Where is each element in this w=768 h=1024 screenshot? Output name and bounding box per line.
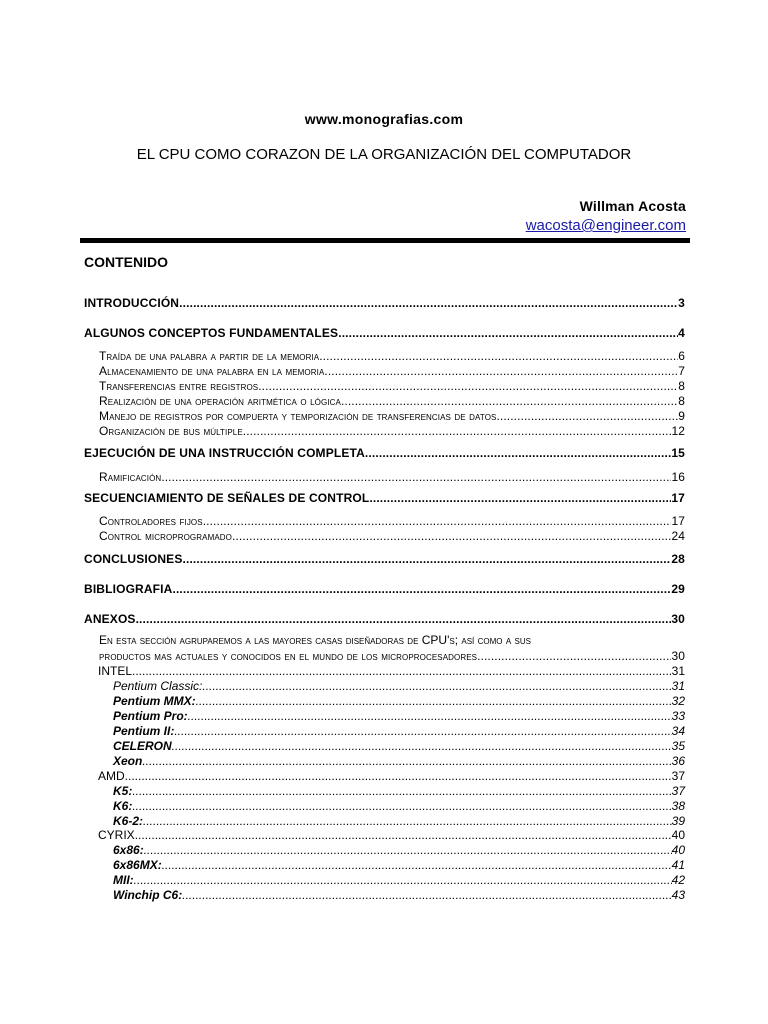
- toc-entry-secuenciamiento[interactable]: [84, 492, 685, 504]
- toc-page: 42: [671, 873, 685, 887]
- toc-leader: [477, 650, 671, 662]
- toc-subentry[interactable]: [99, 410, 685, 422]
- toc-label: Pentium Pro:: [113, 709, 188, 723]
- toc-page: 8: [678, 394, 685, 408]
- toc-leader: [324, 365, 678, 377]
- toc-leader: [135, 829, 672, 841]
- toc-leader: [143, 815, 672, 827]
- toc-label: Pentium II:: [113, 724, 175, 738]
- toc-leader: [125, 770, 672, 782]
- toc-subentry[interactable]: [113, 800, 685, 812]
- toc-label: BIBLIOGRAFIA: [84, 582, 173, 596]
- toc-subentry[interactable]: [99, 650, 685, 662]
- toc-label: Traída de una palabra a partir de la memoria: [99, 349, 320, 363]
- toc-subentry[interactable]: [113, 874, 685, 886]
- toc-subentry[interactable]: [99, 530, 685, 542]
- toc-label: ANEXOS: [84, 612, 136, 626]
- toc-leader: [258, 380, 678, 392]
- author-name: Willman Acosta: [579, 198, 686, 214]
- toc-subentry[interactable]: [99, 395, 685, 407]
- toc-leader: [338, 327, 678, 339]
- toc-subentry[interactable]: [113, 889, 685, 901]
- toc-page: 37: [671, 769, 685, 783]
- toc-subentry[interactable]: [113, 859, 685, 871]
- toc-leader: [136, 613, 672, 625]
- toc-label: ALGUNOS CONCEPTOS FUNDAMENTALES: [84, 326, 339, 340]
- toc-page: 3: [678, 296, 685, 310]
- toc-subentry[interactable]: [113, 725, 685, 737]
- toc-subentry[interactable]: [113, 710, 685, 722]
- toc-page: 24: [671, 529, 685, 543]
- toc-label: AMD: [98, 769, 125, 783]
- toc-leader: [142, 755, 671, 767]
- toc-leader: [182, 889, 671, 901]
- toc-page: 36: [671, 754, 685, 768]
- toc-label: Manejo de registros por compuerta y temporización de transferencias de datos: [99, 409, 497, 423]
- document-title: EL CPU COMO CORAZON DE LA ORGANIZACIÓN DEL COMPUTADOR: [136, 146, 632, 163]
- toc-entry-intel[interactable]: [98, 665, 685, 677]
- toc-leader: [232, 530, 671, 542]
- toc-leader: [132, 665, 672, 677]
- toc-label: Realización de una operación aritmética o lógica: [99, 394, 341, 408]
- toc-subentry[interactable]: [99, 380, 685, 392]
- toc-leader: [188, 710, 672, 722]
- toc-page: 31: [671, 679, 685, 693]
- toc-label: MII:: [113, 873, 134, 887]
- toc-leader: [369, 492, 671, 504]
- toc-entry-conceptos[interactable]: [84, 327, 685, 339]
- toc-leader: [203, 515, 672, 527]
- toc-entry-ejecucion[interactable]: [84, 447, 685, 459]
- toc-subentry[interactable]: [113, 755, 685, 767]
- toc-leader: [172, 583, 671, 595]
- toc-page: 33: [671, 709, 685, 723]
- toc-label: K6-2:: [113, 814, 144, 828]
- toc-subentry[interactable]: [99, 515, 685, 527]
- toc-page: 41: [671, 858, 685, 872]
- toc-label: 6x86MX:: [113, 858, 162, 872]
- toc-subentry[interactable]: [113, 815, 685, 827]
- toc-entry-anexos[interactable]: [84, 613, 685, 625]
- toc-entry-bibliografia[interactable]: [84, 583, 685, 595]
- toc-leader: [196, 695, 672, 707]
- toc-subentry[interactable]: [99, 425, 685, 437]
- toc-label: Ramificación: [99, 470, 162, 484]
- toc-label: Controladores fijos: [99, 514, 203, 528]
- toc-leader: [179, 297, 678, 309]
- header-divider: [80, 238, 690, 243]
- toc-page: 4: [678, 326, 685, 340]
- toc-label: Control microprogramado: [99, 529, 232, 543]
- toc-subentry[interactable]: [113, 844, 685, 856]
- toc-page: 39: [671, 814, 685, 828]
- toc-label: 6x86:: [113, 843, 144, 857]
- toc-entry-amd[interactable]: [98, 770, 685, 782]
- toc-page: 34: [671, 724, 685, 738]
- toc-page: 28: [671, 552, 685, 566]
- toc-leader: [132, 785, 671, 797]
- toc-page: 30: [671, 612, 685, 626]
- toc-page: 9: [678, 409, 685, 423]
- toc-page: 29: [671, 582, 685, 596]
- toc-page: 12: [671, 424, 685, 438]
- toc-leader: [162, 859, 672, 871]
- toc-subentry[interactable]: [113, 740, 685, 752]
- toc-entry-cyrix[interactable]: [98, 829, 685, 841]
- toc-page: 17: [671, 491, 685, 505]
- author-email-link[interactable]: wacosta@engineer.com: [525, 217, 686, 234]
- toc-label: Xeon: [113, 754, 143, 768]
- site-url: www.monografias.com: [304, 111, 464, 127]
- toc-label: Almacenamiento de una palabra en la memoria: [99, 364, 325, 378]
- toc-label: K6:: [113, 799, 133, 813]
- toc-page: 6: [678, 349, 685, 363]
- toc-page: 38: [671, 799, 685, 813]
- contents-heading: CONTENIDO: [84, 254, 168, 270]
- toc-label: INTEL: [98, 664, 133, 678]
- toc-leader: [497, 410, 679, 422]
- toc-page: 30: [671, 649, 685, 663]
- toc-page: 17: [671, 514, 685, 528]
- toc-page: 40: [671, 828, 685, 842]
- toc-leader: [134, 874, 672, 886]
- toc-leader: [132, 800, 671, 812]
- toc-leader: [144, 844, 672, 856]
- toc-subentry[interactable]: [99, 471, 685, 483]
- toc-leader: [341, 395, 678, 407]
- toc-subentry[interactable]: [113, 695, 685, 707]
- toc-label: Organización de bus múltiple: [99, 424, 243, 438]
- toc-leader: [174, 725, 671, 737]
- toc-leader: [172, 740, 672, 752]
- toc-page: 16: [671, 470, 685, 484]
- toc-page: 8: [678, 379, 685, 393]
- toc-label: INTRODUCCIÓN: [84, 296, 180, 310]
- toc-page: 43: [671, 888, 685, 902]
- toc-subentry[interactable]: [99, 365, 685, 377]
- toc-label: CELERON: [113, 739, 172, 753]
- toc-leader: [202, 680, 671, 692]
- toc-leader: [243, 425, 672, 437]
- toc-page: 35: [671, 739, 685, 753]
- toc-leader: [182, 553, 671, 565]
- toc-label: K5:: [113, 784, 133, 798]
- toc-label: EJECUCIÓN DE UNA INSTRUCCIÓN COMPLETA: [84, 446, 365, 460]
- toc-page: 37: [671, 784, 685, 798]
- toc-leader: [365, 447, 671, 459]
- toc-entry-introduccion[interactable]: [84, 297, 685, 309]
- toc-subentry[interactable]: [99, 350, 685, 362]
- toc-subentry[interactable]: [113, 680, 685, 692]
- toc-page: 32: [671, 694, 685, 708]
- toc-label: SECUENCIAMIENTO DE SEÑALES DE CONTROL: [84, 491, 370, 505]
- toc-leader: [319, 350, 678, 362]
- toc-label: Winchip C6:: [113, 888, 183, 902]
- toc-leader: [161, 471, 671, 483]
- toc-entry-conclusiones[interactable]: [84, 553, 685, 565]
- toc-page: 40: [671, 843, 685, 857]
- anexos-intro-line: En esta sección agruparemos a las mayores casas diseñadoras de CPU's; así como a sus: [99, 633, 531, 647]
- toc-label: Pentium MMX:: [113, 694, 196, 708]
- toc-subentry[interactable]: [113, 785, 685, 797]
- toc-label: CONCLUSIONES: [84, 552, 183, 566]
- toc-label: productos mas actuales y conocidos en el mundo de los microprocesadores: [99, 649, 478, 663]
- toc-page: 15: [671, 446, 685, 460]
- toc-label: Pentium Classic:: [113, 679, 203, 693]
- toc-label: CYRIX: [98, 828, 135, 842]
- toc-page: 31: [671, 664, 685, 678]
- toc-label: Transferencias entre registros: [99, 379, 259, 393]
- toc-page: 7: [678, 364, 685, 378]
